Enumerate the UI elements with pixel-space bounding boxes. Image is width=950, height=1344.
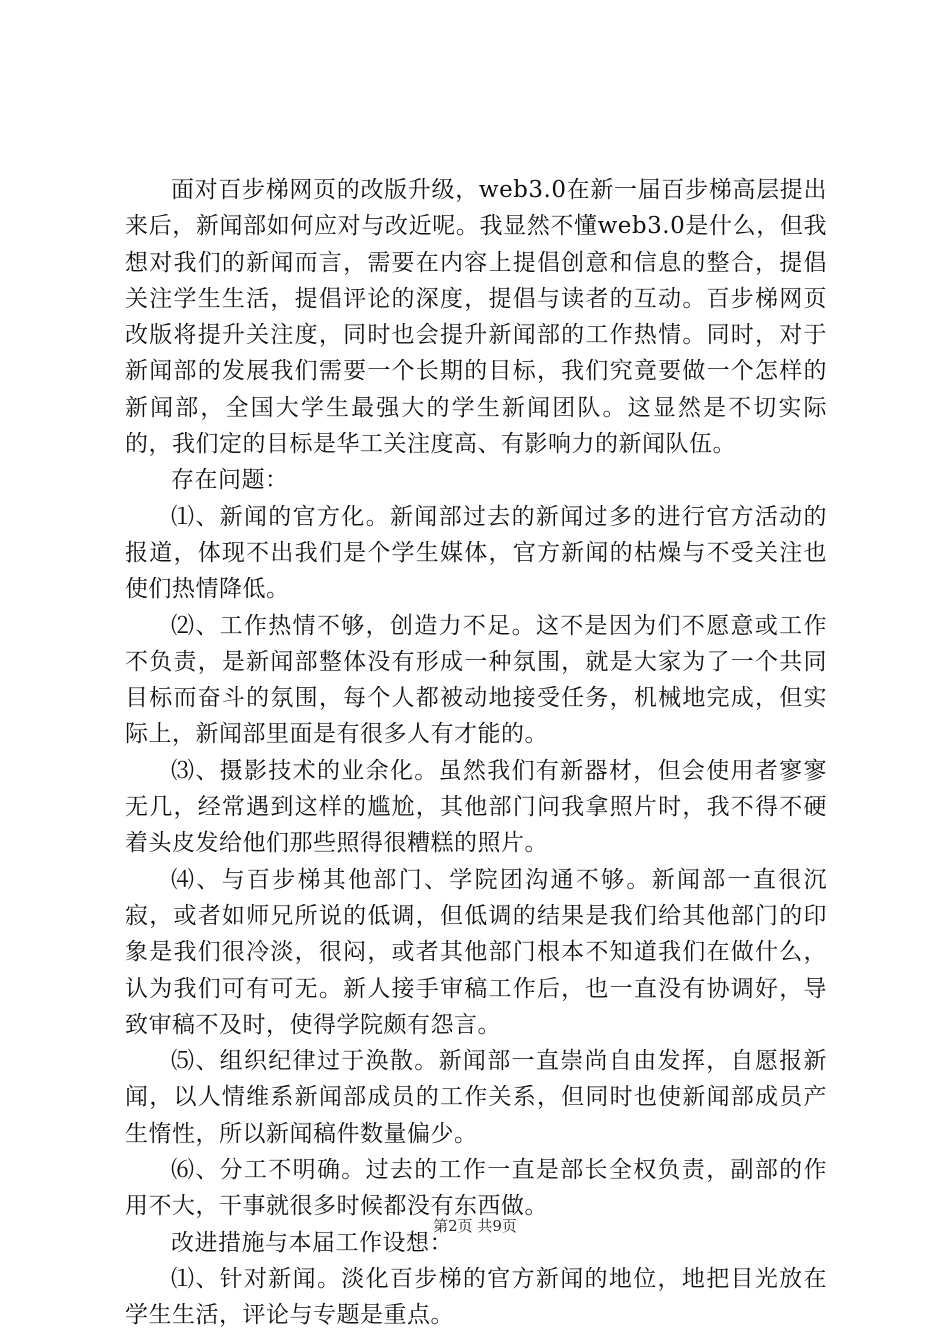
heading-improvements: 改进措施与本届工作设想： — [171, 1229, 453, 1256]
page-number-footer: 第2页 共9页 — [433, 1217, 517, 1235]
problem-item-1: ⑴、新闻的官方化。新闻部过去的新闻过多的进行官方活动的报道，体现不出我们是个学生媒体，官方新闻的枯燥与不受关注也使们热情降低。 — [125, 503, 827, 603]
problem-item-4: ⑷、与百步梯其他部门、学院团沟通不够。新闻部一直很沉寂，或者如师兄所说的低调，但低调的结果是我们给其他部门的印象是我们很冷淡，很闷，或者其他部门根本不知道我们在做什么，认为我们可有可无。新人接手审稿工作后，也一直没有协调好，导致审稿不及时，使得学院颇有怨言。 — [125, 866, 827, 1038]
problem-item-5: ⑸、组织纪律过于涣散。新闻部一直崇尚自由发挥，自愿报新闻，以人情维系新闻部成员的工作关系，但同时也使新闻部成员产生惰性，所以新闻稿件数量偏少。 — [125, 1048, 827, 1147]
document-body — [125, 172, 827, 1334]
heading-problems: 存在问题： — [171, 467, 289, 494]
paragraph-intro: 面对百步梯网页的改版升级，web3.0在新一届百步梯高层提出来后，新闻部如何应对与改近呢。我显然不懂web3.0是什么，但我想对我们的新闻而言，需要在内容上提倡创意和信息的整合，提倡关注学生生活，提倡评论的深度，提倡与读者的互动。百步梯网页改版将提升关注度，同时也会提升新闻部的工作热情。同时，对于新闻部的发展我们需要一个长期的目标，我们究竟要做一个怎样的新闻部，全国大学生最强大的学生新闻团队。这显然是不切实际的，我们定的目标是华工关注度高、有影响力的新闻队伍。 — [125, 177, 827, 458]
improvement-item-1: ⑴、针对新闻。淡化百步梯的官方新闻的地位，地把目光放在学生生活，评论与专题是重点。 — [125, 1265, 827, 1329]
problem-item-3: ⑶、摄影技术的业余化。虽然我们有新器材，但会使用者寥寥无几，经常遇到这样的尴尬，其他部门问我拿照片时，我不得不硬着头皮发给他们那些照得很糟糕的照片。 — [125, 757, 827, 857]
problem-item-2: ⑵、工作热情不够，创造力不足。这不是因为们不愿意或工作不负责，是新闻部整体没有形成一种氛围，就是大家为了一个共同目标而奋斗的氛围，每个人都被动地接受任务，机械地完成，但实际上，新闻部里面是有很多人有才能的。 — [125, 612, 827, 748]
problem-item-6: ⑹、分工不明确。过去的工作一直是部长全权负责，副部的作用不大，干事就很多时候都没有东西做。 — [125, 1157, 827, 1220]
